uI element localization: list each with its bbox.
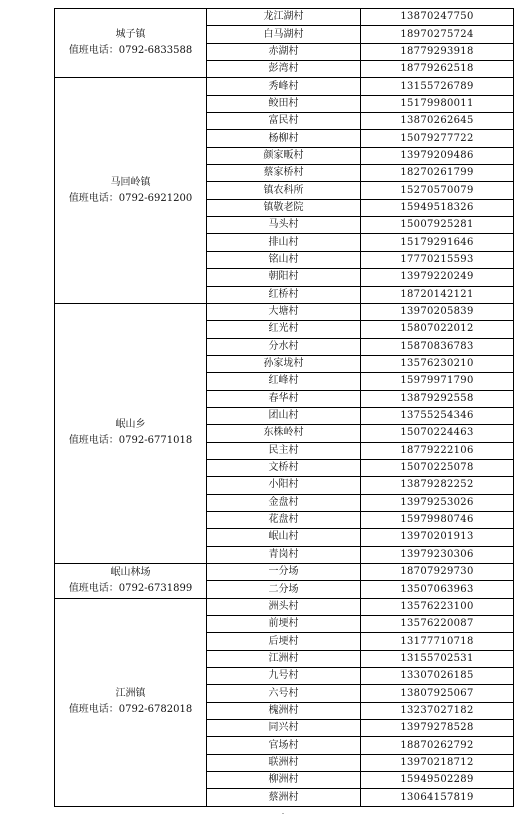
village-phone: 15870836783 bbox=[361, 338, 514, 355]
village-phone: 15807022012 bbox=[361, 321, 514, 338]
village-phone: 13755254346 bbox=[361, 407, 514, 424]
village-name: 柳洲村 bbox=[207, 772, 361, 789]
village-name: 团山村 bbox=[207, 407, 361, 424]
duty-phone-table bbox=[54, 8, 514, 807]
village-phone: 13879292558 bbox=[361, 390, 514, 407]
town-cell bbox=[55, 9, 207, 78]
village-phone: 13507063963 bbox=[361, 581, 514, 598]
village-name: 二分场 bbox=[207, 581, 361, 598]
village-phone: 13970218712 bbox=[361, 754, 514, 771]
village-phone: 15079277722 bbox=[361, 130, 514, 147]
village-name: 秀峰村 bbox=[207, 78, 361, 95]
village-name: 一分场 bbox=[207, 564, 361, 581]
table-row bbox=[55, 564, 514, 581]
village-name: 六号村 bbox=[207, 685, 361, 702]
village-phone: 15949502289 bbox=[361, 772, 514, 789]
town-duty-phone: 值班电话：0792-6921200 bbox=[68, 192, 193, 204]
village-name: 颜家畈村 bbox=[207, 147, 361, 164]
village-phone: 13807925067 bbox=[361, 685, 514, 702]
village-phone: 13870262645 bbox=[361, 113, 514, 130]
village-phone: 13879282252 bbox=[361, 477, 514, 494]
village-phone: 15979971790 bbox=[361, 373, 514, 390]
village-phone: 13979220249 bbox=[361, 269, 514, 286]
village-name: 联洲村 bbox=[207, 754, 361, 771]
village-phone: 13177710718 bbox=[361, 633, 514, 650]
village-phone: 13979253026 bbox=[361, 494, 514, 511]
village-phone: 18779262518 bbox=[361, 61, 514, 78]
village-name: 马头村 bbox=[207, 217, 361, 234]
village-name: 春华村 bbox=[207, 390, 361, 407]
village-phone: 13064157819 bbox=[361, 789, 514, 806]
town-duty-phone: 值班电话：0792-6782018 bbox=[68, 704, 193, 716]
village-name: 江洲村 bbox=[207, 650, 361, 667]
village-name: 红桥村 bbox=[207, 286, 361, 303]
village-name: 白马湖村 bbox=[207, 26, 361, 43]
village-name: 青岗村 bbox=[207, 546, 361, 563]
table-row bbox=[55, 9, 514, 26]
village-phone: 15179291646 bbox=[361, 234, 514, 251]
village-name: 九号村 bbox=[207, 668, 361, 685]
village-name: 红峰村 bbox=[207, 373, 361, 390]
village-name: 东株岭村 bbox=[207, 425, 361, 442]
village-phone: 18707929730 bbox=[361, 564, 514, 581]
village-phone: 13307026185 bbox=[361, 668, 514, 685]
village-phone: 13576220087 bbox=[361, 616, 514, 633]
town-name: 岷山林场 bbox=[110, 566, 151, 578]
town-cell bbox=[55, 78, 207, 303]
village-name: 同兴村 bbox=[207, 720, 361, 737]
village-phone: 13870247750 bbox=[361, 9, 514, 26]
village-phone: 18870262792 bbox=[361, 737, 514, 754]
village-name: 杨柳村 bbox=[207, 130, 361, 147]
village-phone: 13576230210 bbox=[361, 355, 514, 372]
village-phone: 13576223100 bbox=[361, 598, 514, 615]
village-phone: 15070225078 bbox=[361, 459, 514, 476]
village-name: 排山村 bbox=[207, 234, 361, 251]
town-name: 马回岭镇 bbox=[110, 176, 151, 188]
village-name: 龙江湖村 bbox=[207, 9, 361, 26]
village-name: 蔡家桥村 bbox=[207, 165, 361, 182]
town-cell bbox=[55, 303, 207, 563]
village-name: 金盘村 bbox=[207, 494, 361, 511]
village-name: 文桥村 bbox=[207, 459, 361, 476]
village-name: 后埂村 bbox=[207, 633, 361, 650]
village-phone: 13970201913 bbox=[361, 529, 514, 546]
village-name: 朝阳村 bbox=[207, 269, 361, 286]
village-phone: 15270570079 bbox=[361, 182, 514, 199]
village-name: 蔡洲村 bbox=[207, 789, 361, 806]
village-phone: 13979209486 bbox=[361, 147, 514, 164]
village-name: 富民村 bbox=[207, 113, 361, 130]
town-name: 城子镇 bbox=[115, 29, 146, 41]
village-name: 官场村 bbox=[207, 737, 361, 754]
village-phone: 17770215593 bbox=[361, 251, 514, 268]
table-row bbox=[55, 598, 514, 615]
village-name: 赤湖村 bbox=[207, 43, 361, 60]
village-phone: 15979980746 bbox=[361, 511, 514, 528]
village-phone: 15179980011 bbox=[361, 95, 514, 112]
village-name: 槐洲村 bbox=[207, 702, 361, 719]
town-duty-phone: 值班电话：0792-6833588 bbox=[68, 45, 193, 57]
village-phone: 13155702531 bbox=[361, 650, 514, 667]
village-name: 大塘村 bbox=[207, 303, 361, 320]
village-name: 红光村 bbox=[207, 321, 361, 338]
village-name: 花盘村 bbox=[207, 511, 361, 528]
village-name: 镇农科所 bbox=[207, 182, 361, 199]
table-row bbox=[55, 78, 514, 95]
village-phone: 13979278528 bbox=[361, 720, 514, 737]
town-name: 江洲镇 bbox=[115, 688, 146, 700]
page-mark: - bbox=[282, 810, 285, 817]
village-phone: 13979230306 bbox=[361, 546, 514, 563]
town-duty-phone: 值班电话：0792-6731899 bbox=[68, 582, 193, 594]
village-phone: 13237027182 bbox=[361, 702, 514, 719]
town-name: 岷山乡 bbox=[115, 419, 146, 431]
village-name: 孙家垅村 bbox=[207, 355, 361, 372]
village-name: 岷山村 bbox=[207, 529, 361, 546]
village-name: 前埂村 bbox=[207, 616, 361, 633]
town-cell bbox=[55, 564, 207, 599]
village-name: 民主村 bbox=[207, 442, 361, 459]
village-phone: 15070224463 bbox=[361, 425, 514, 442]
table-row bbox=[55, 303, 514, 320]
town-cell bbox=[55, 598, 207, 806]
duty-table-body bbox=[55, 9, 514, 807]
village-name: 分水村 bbox=[207, 338, 361, 355]
village-phone: 15007925281 bbox=[361, 217, 514, 234]
town-duty-phone: 值班电话：0792-6771018 bbox=[68, 435, 193, 447]
village-phone: 18270261799 bbox=[361, 165, 514, 182]
village-name: 镇敬老院 bbox=[207, 199, 361, 216]
village-name: 洲头村 bbox=[207, 598, 361, 615]
village-phone: 18779293918 bbox=[361, 43, 514, 60]
village-name: 彭湾村 bbox=[207, 61, 361, 78]
village-phone: 18720142121 bbox=[361, 286, 514, 303]
village-name: 小阳村 bbox=[207, 477, 361, 494]
village-phone: 13155726789 bbox=[361, 78, 514, 95]
village-name: 铭山村 bbox=[207, 251, 361, 268]
village-phone: 18970275724 bbox=[361, 26, 514, 43]
village-phone: 15949518326 bbox=[361, 199, 514, 216]
village-name: 鲛田村 bbox=[207, 95, 361, 112]
village-phone: 18779222106 bbox=[361, 442, 514, 459]
village-phone: 13970205839 bbox=[361, 303, 514, 320]
